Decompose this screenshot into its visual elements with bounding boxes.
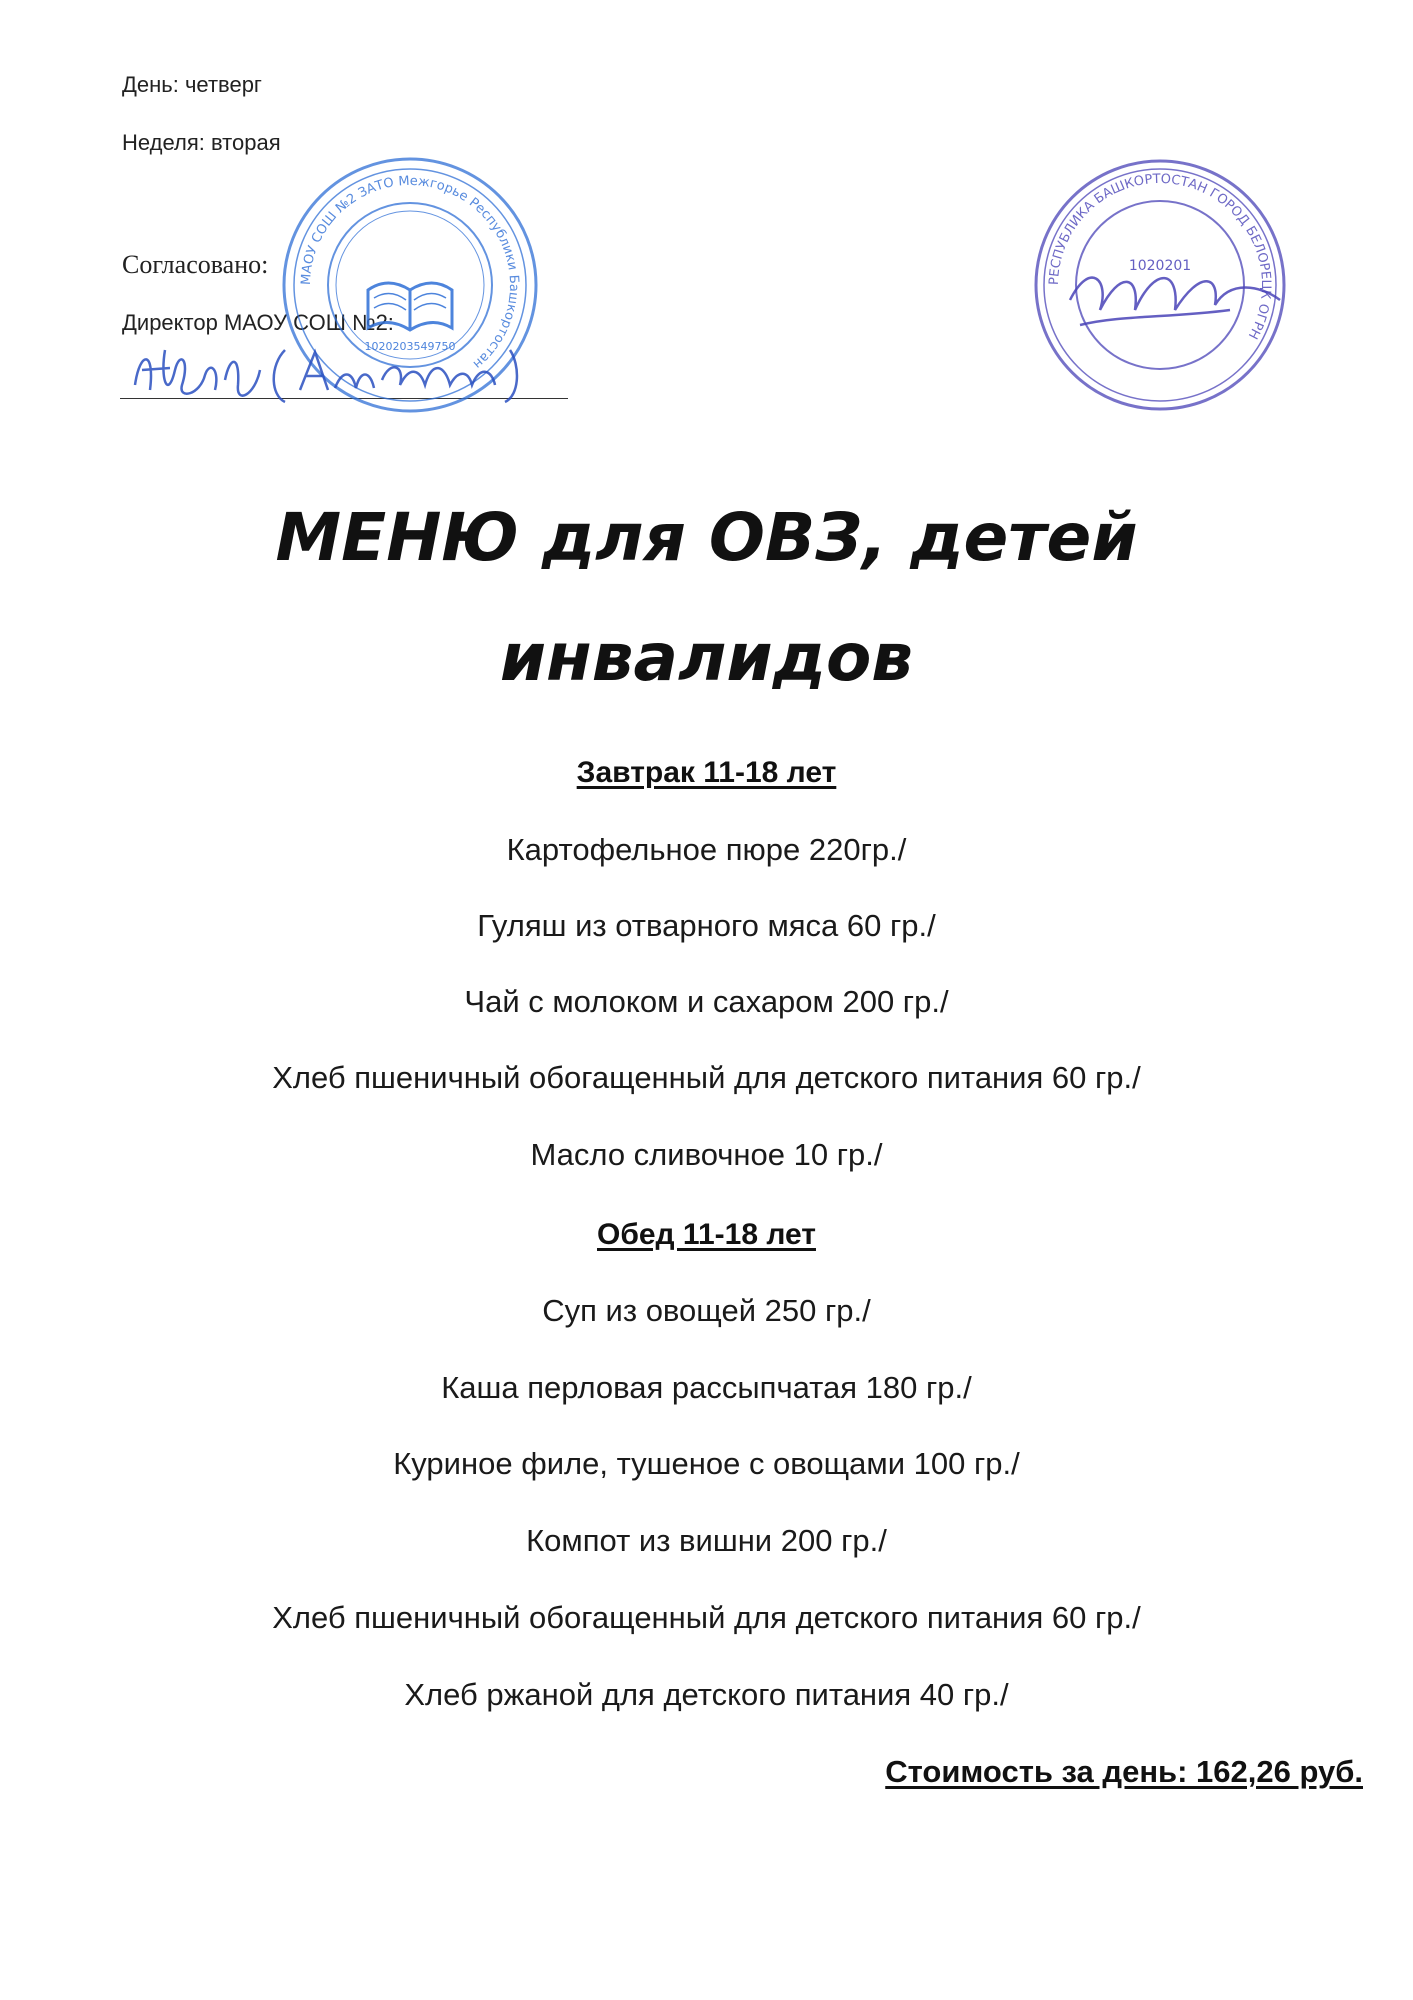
- lunch-item: Каша перловая рассыпчатая 180 гр./: [441, 1370, 972, 1405]
- school-stamp-number: 1020203549750: [364, 340, 456, 353]
- director-label: Директор МАОУ СОШ №2:: [122, 310, 394, 335]
- organization-signature: [1070, 278, 1280, 325]
- breakfast-item: Хлеб пшеничный обогащенный для детского питания 60 гр./: [272, 1060, 1141, 1095]
- day-label: День: четверг: [122, 72, 262, 97]
- breakfast-item: Чай с молоком и сахаром 200 гр./: [464, 984, 949, 1019]
- organization-stamp-text: РЕСПУБЛИКА БАШКОРТОСТАН ГОРОД БЕЛОРЕЦК ОГРН: [1046, 171, 1274, 342]
- lunch-item: Хлеб ржаной для детского питания 40 гр./: [404, 1677, 1009, 1712]
- open-book-icon: [368, 283, 452, 330]
- breakfast-item: Картофельное пюре 220гр./: [506, 832, 907, 867]
- breakfast-item: Гуляш из отварного мяса 60 гр./: [477, 908, 936, 943]
- approved-label: Согласовано:: [122, 250, 269, 279]
- organization-stamp-number: 1020201: [1128, 258, 1192, 274]
- week-label: Неделя: вторая: [122, 130, 281, 155]
- school-stamp-text: МАОУ СОШ №2 ЗАТО Межгорье Республики Башкортостан: [298, 173, 522, 372]
- breakfast-heading: Завтрак 11-18 лет: [576, 756, 837, 789]
- lunch-heading: Обед 11-18 лет: [597, 1218, 816, 1251]
- daily-cost: Стоимость за день: 162,26 руб.: [885, 1754, 1363, 1789]
- lunch-item: Хлеб пшеничный обогащенный для детского питания 60 гр./: [272, 1600, 1141, 1635]
- lunch-item: Суп из овощей 250 гр./: [542, 1293, 871, 1328]
- breakfast-item: Масло сливочное 10 гр./: [530, 1137, 883, 1172]
- lunch-item: Компот из вишни 200 гр./: [526, 1523, 887, 1558]
- lunch-item: Куриное филе, тушеное с овощами 100 гр./: [393, 1446, 1020, 1481]
- menu-title-line-1: МЕНЮ для ОВЗ, детей: [275, 499, 1138, 576]
- organization-stamp: [1030, 150, 1290, 420]
- menu-title-line-2: инвалидов: [499, 619, 914, 696]
- director-signature: [120, 340, 540, 410]
